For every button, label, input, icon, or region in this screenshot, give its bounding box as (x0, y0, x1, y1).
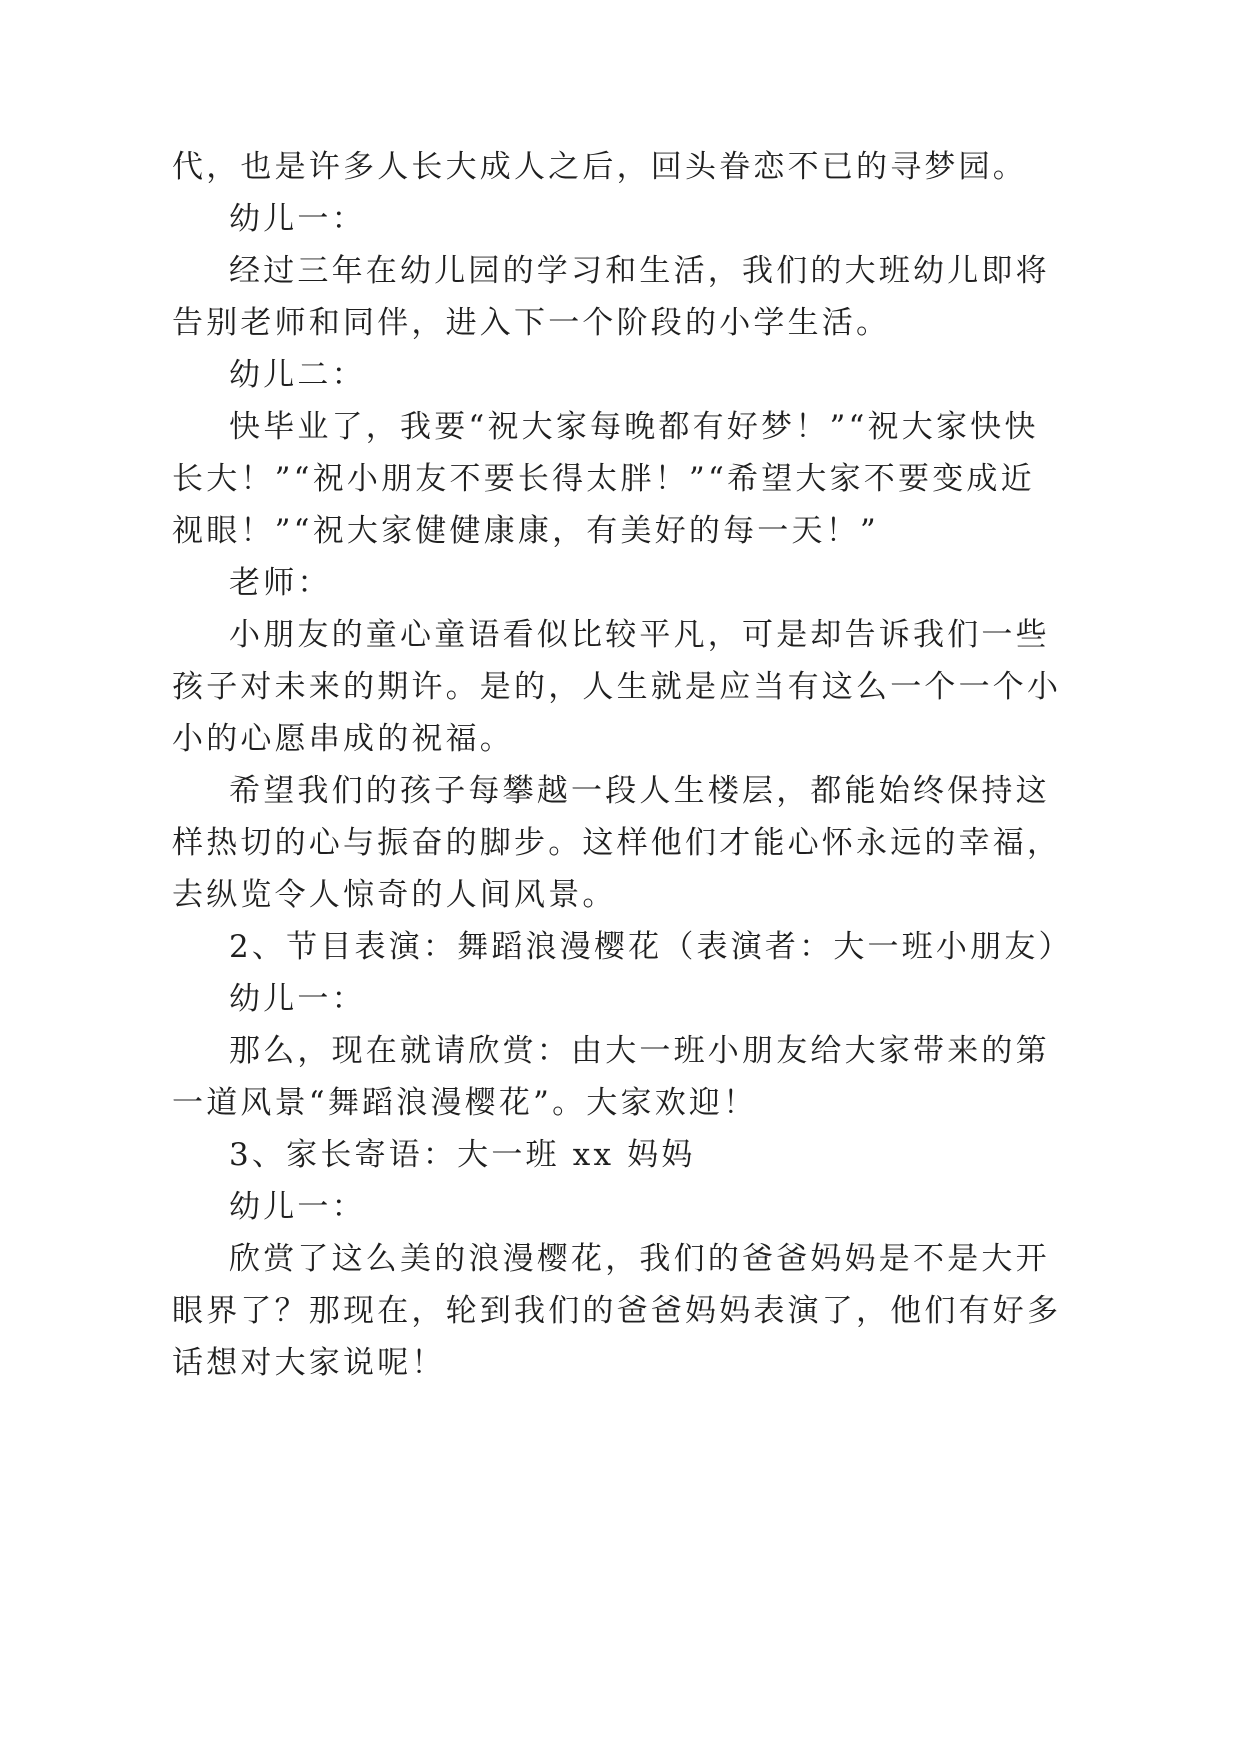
text-line-8: 视眼！”“祝大家健健康康，有美好的每一天！” (172, 513, 879, 549)
text-line-4: 告别老师和同伴，进入下一个阶段的小学生活。 (172, 305, 891, 341)
text-line-1: 代，也是许多人长大成人之后，回头眷恋不已的寻梦园。 (172, 149, 1027, 185)
text-line-24: 话想对大家说呢！ (172, 1345, 446, 1381)
text-line-9: 老师： (229, 565, 332, 601)
text-line-11: 孩子对未来的期许。是的，人生就是应当有这么一个一个小 (172, 669, 1062, 705)
text-line-7: 长大！”“祝小朋友不要长得太胖！”“希望大家不要变成近 (172, 461, 1035, 497)
text-line-14: 样热切的心与振奋的脚步。这样他们才能心怀永远的幸福， (172, 825, 1062, 861)
text-line-21: 幼儿一： (229, 1189, 366, 1225)
text-line-15: 去纵览令人惊奇的人间风景。 (172, 877, 617, 913)
text-line-20: 3、家长寄语：大一班 xx 妈妈 (229, 1137, 696, 1173)
text-line-12: 小的心愿串成的祝福。 (172, 721, 514, 757)
text-line-13: 希望我们的孩子每攀越一段人生楼层，都能始终保持这 (229, 773, 1050, 809)
text-line-2: 幼儿一： (229, 201, 366, 237)
text-line-22: 欣赏了这么美的浪漫樱花，我们的爸爸妈妈是不是大开 (229, 1241, 1050, 1277)
text-line-17: 幼儿一： (229, 981, 366, 1017)
text-line-23: 眼界了？那现在，轮到我们的爸爸妈妈表演了，他们有好多 (172, 1293, 1062, 1329)
text-line-3: 经过三年在幼儿园的学习和生活，我们的大班幼儿即将 (229, 253, 1050, 289)
text-line-18: 那么，现在就请欣赏：由大一班小朋友给大家带来的第 (229, 1033, 1050, 1069)
text-line-10: 小朋友的童心童语看似比较平凡，可是却告诉我们一些 (229, 617, 1050, 653)
text-line-6: 快毕业了，我要“祝大家每晚都有好梦！”“祝大家快快 (229, 409, 1039, 445)
text-line-19: 一道风景“舞蹈浪漫樱花”。大家欢迎！ (172, 1085, 758, 1121)
text-line-16: 2、节目表演：舞蹈浪漫樱花（表演者：大一班小朋友） (229, 929, 1073, 965)
text-line-5: 幼儿二： (229, 357, 366, 393)
